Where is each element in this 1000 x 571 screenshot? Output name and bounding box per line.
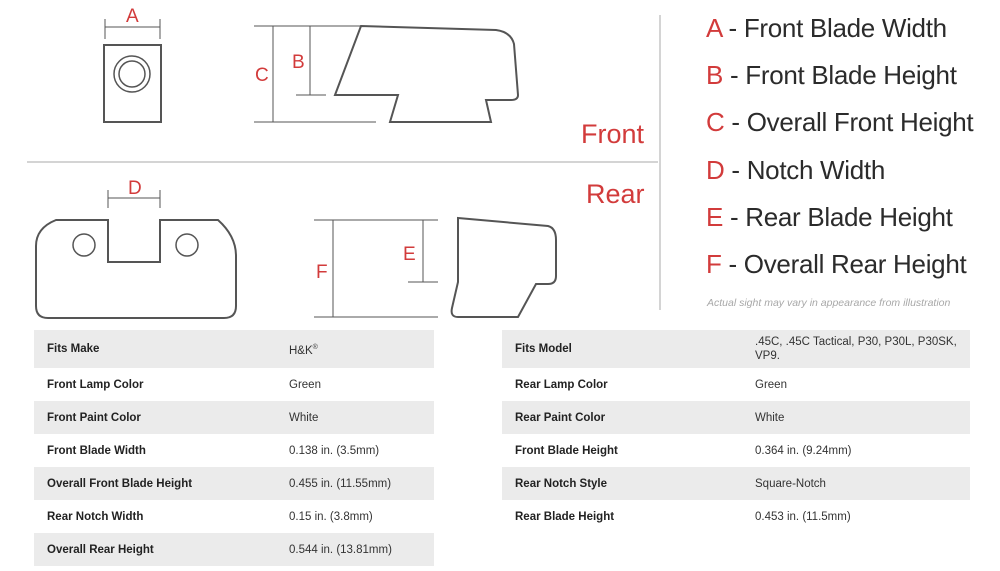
table-row <box>34 330 434 368</box>
legend-text: - Rear Blade Height <box>723 201 953 232</box>
spec-label: Rear Lamp Color <box>515 378 608 391</box>
spec-label: Rear Paint Color <box>502 401 742 434</box>
front-lamp-inner <box>119 61 145 87</box>
label-c: C <box>255 65 269 86</box>
spec-value: 0.15 in. (3.8mm) <box>289 510 373 523</box>
legend-letter: E <box>706 201 724 232</box>
spec-label: Rear Notch Style <box>502 467 742 500</box>
table-row <box>502 434 970 467</box>
specs-table-left <box>34 330 434 566</box>
spec-label: Fits Make <box>34 330 276 368</box>
spec-value: .45C, .45C Tactical, P30, P30L, P30SK, VP9. <box>742 330 970 368</box>
label-b: B <box>292 52 305 73</box>
table-row <box>34 500 434 533</box>
spec-value: White <box>742 401 970 434</box>
spec-value: 0.138 in. (3.5mm) <box>289 444 380 457</box>
spec-label: Front Paint Color <box>34 401 276 434</box>
rear-sight-end-view <box>36 220 236 318</box>
label-d: D <box>128 178 142 199</box>
rear-sight-side-profile <box>452 218 556 317</box>
spec-value: 0.455 in. (11.55mm) <box>276 467 434 500</box>
specs-table-right <box>502 330 970 533</box>
spec-value: White <box>276 401 434 434</box>
legend-item <box>706 8 996 55</box>
legend-item <box>706 150 996 197</box>
front-sight-side-profile <box>335 26 518 122</box>
spec-value: 0.364 in. (9.24mm) <box>755 444 852 457</box>
rear-lamp-left <box>73 234 95 256</box>
rear-lamp-right <box>176 234 198 256</box>
legend-letter: C <box>706 107 725 138</box>
table-row <box>34 533 434 566</box>
label-e: E <box>403 244 416 265</box>
table-row <box>34 368 434 401</box>
spec-value: 0.453 in. (11.5mm) <box>755 510 851 523</box>
spec-value: Green <box>755 378 787 391</box>
legend-letter: B <box>706 60 724 91</box>
table-row <box>502 401 970 434</box>
spec-value: Green <box>289 378 321 391</box>
label-a: A <box>126 6 139 27</box>
table-row <box>502 467 970 500</box>
spec-label: Fits Model <box>502 330 742 368</box>
spec-label: Front Lamp Color <box>47 378 144 391</box>
legend-text: - Front Blade Height <box>723 60 957 91</box>
legend-text: - Overall Front Height <box>724 107 974 138</box>
legend-letter: A <box>706 13 722 43</box>
legend-item <box>706 102 996 149</box>
table-row <box>502 330 970 368</box>
legend-item <box>706 244 996 291</box>
label-f: F <box>316 262 328 283</box>
spec-value: H&K® <box>276 330 434 368</box>
spec-value: Square-Notch <box>742 467 970 500</box>
table-row <box>502 368 970 401</box>
table-row <box>34 467 434 500</box>
spec-label: Rear Notch Width <box>47 510 144 523</box>
dimension-legend <box>706 8 996 291</box>
illustration-disclaimer: Actual sight may vary in appearance from illustration <box>707 297 951 309</box>
table-row <box>34 434 434 467</box>
table-row <box>502 500 970 533</box>
legend-item <box>706 197 996 244</box>
spec-value: 0.544 in. (13.81mm) <box>276 533 434 566</box>
spec-label: Overall Rear Height <box>34 533 276 566</box>
legend-text: - Front Blade Width <box>721 13 947 43</box>
spec-label: Overall Front Blade Height <box>34 467 276 500</box>
section-rear-label: Rear <box>586 179 645 209</box>
spec-label: Rear Blade Height <box>515 510 615 523</box>
section-front-label: Front <box>581 119 645 149</box>
table-row <box>34 401 434 434</box>
spec-label: Front Blade Width <box>47 444 146 457</box>
legend-text: - Notch Width <box>724 154 885 185</box>
legend-item <box>706 55 996 102</box>
spec-label: Front Blade Height <box>515 444 618 457</box>
legend-text: - Overall Rear Height <box>721 248 967 279</box>
legend-letter: D <box>706 154 725 185</box>
legend-letter: F <box>706 248 722 279</box>
